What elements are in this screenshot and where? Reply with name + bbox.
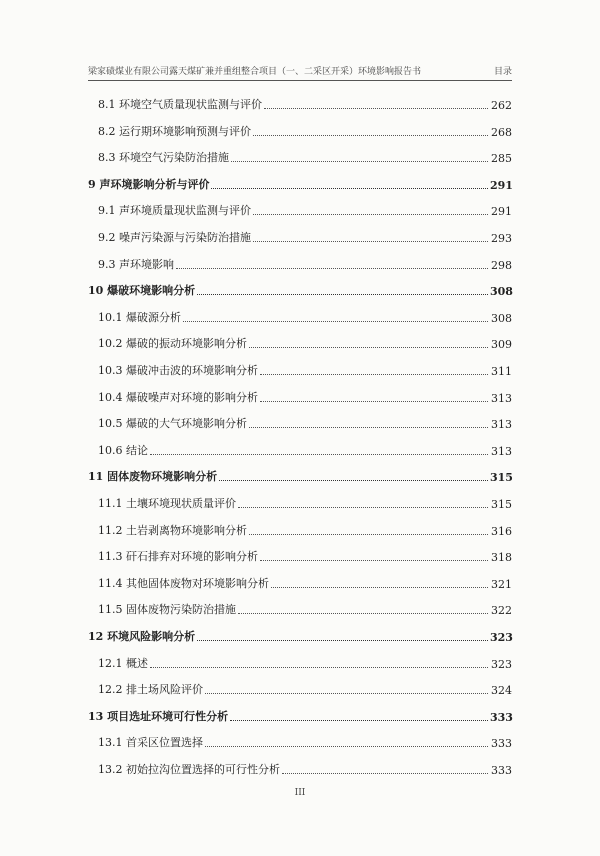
toc-chapter-entry[interactable] [0,628,600,646]
toc-entry-title: 9.2 噪声污染源与污染防治措施 [98,231,251,244]
toc-leader-dots [238,503,488,508]
toc-section-entry[interactable] [0,389,600,407]
toc-entry-page: 322 [491,604,512,618]
toc-section-entry[interactable] [0,601,600,619]
toc-entry-title: 10.3 爆破冲击波的环境影响分析 [98,364,258,377]
document-title: 梁家碛煤业有限公司露天煤矿兼并重组整合项目（一、二采区开采）环境影响报告书 [88,67,422,77]
toc-leader-dots [253,237,488,242]
toc-entry-title: 10.1 爆破源分析 [98,310,181,324]
toc-entry-title: 11 固体废物环境影响分析 [88,470,218,484]
toc-entry-title: 8.3 环境空气污染防治措施 [98,151,229,165]
toc-entry-title: 13.1 首采区位置选择 [98,736,203,750]
toc-entry-page: 298 [491,258,512,272]
section-label: 目录 [493,67,512,77]
toc-leader-dots [271,583,488,588]
toc-entry-title: 12.2 排土场风险评价 [98,683,203,697]
toc-entry-title: 10.6 结论 [98,443,148,457]
toc-leader-dots [253,131,488,136]
toc-section-entry[interactable] [0,548,600,566]
toc-entry-page: 293 [491,232,512,245]
toc-leader-dots [249,530,488,535]
toc-entry-title: 11.5 固体废物污染防治措施 [98,603,236,617]
toc-entry-title: 8.1 环境空气质量现状监测与评价 [98,98,262,111]
toc-entry-page: 268 [491,125,512,139]
toc-leader-dots [260,397,488,402]
toc-section-entry[interactable] [0,123,600,141]
toc-leader-dots [197,290,488,295]
toc-entry-title: 10.4 爆破噪声对环境的影响分析 [98,390,258,404]
toc-entry-page: 313 [491,444,512,458]
toc-entry-page: 333 [491,737,512,751]
toc-leader-dots [231,157,488,162]
toc-section-entry[interactable] [0,495,600,513]
toc-entry-title: 11.2 土岩剥离物环境影响分析 [98,523,247,537]
toc-section-entry[interactable] [0,442,600,460]
toc-leader-dots [150,450,488,455]
toc-entry-page: 323 [490,631,513,644]
toc-leader-dots [249,343,488,348]
toc-leader-dots [176,264,488,269]
toc-section-entry[interactable] [0,362,600,380]
toc-entry-page: 315 [491,498,512,511]
toc-entry-title: 9.3 声环境影响 [98,257,174,271]
toc-entry-title: 10 爆破环境影响分析 [88,284,196,298]
toc-section-entry[interactable] [0,309,600,327]
toc-entry-page: 333 [490,710,513,724]
toc-entry-page: 309 [491,338,512,352]
toc-section-entry[interactable] [0,522,600,540]
toc-entry-page: 324 [491,684,512,698]
toc-entry-title: 8.2 运行期环境影响预测与评价 [98,124,251,138]
toc-leader-dots [260,370,488,375]
toc-entry-title: 9 声环境影响分析与评价 [88,177,210,191]
toc-entry-title: 11.1 土壤环境现状质量评价 [98,497,236,510]
toc-entry-page: 323 [491,657,512,671]
toc-leader-dots [205,689,488,694]
toc-entry-title: 9.1 声环境质量现状监测与评价 [98,204,251,218]
toc-section-entry[interactable] [0,655,600,673]
toc-entry-title: 12 环境风险影响分析 [88,630,196,643]
toc-entry-title: 13.2 初始拉沟位置选择的可行性分析 [98,763,280,776]
toc-leader-dots [150,663,488,668]
toc-leader-dots [230,716,488,721]
toc-chapter-entry[interactable] [0,282,600,300]
toc-section-entry[interactable] [0,335,600,353]
toc-entry-page: 311 [491,365,512,378]
toc-entry-title: 11.4 其他固体废物对环境影响分析 [98,576,269,590]
toc-entry-page: 313 [491,418,512,432]
toc-section-entry[interactable] [0,415,600,433]
toc-leader-dots [282,769,488,774]
toc-leader-dots [253,210,488,215]
toc-section-entry[interactable] [0,202,600,220]
toc-entry-title: 10.5 爆破的大气环境影响分析 [98,417,247,431]
toc-leader-dots [260,556,488,561]
toc-entry-page: 291 [491,205,512,219]
toc-leader-dots [219,476,488,481]
page-number: III [294,788,306,798]
toc-entry-title: 13 项目选址环境可行性分析 [88,709,229,723]
toc-leader-dots [183,317,488,322]
page-header [88,62,512,81]
toc-section-entry[interactable] [0,681,600,699]
toc-entry-page: 291 [490,178,513,192]
toc-leader-dots [205,742,488,747]
toc-entry-title: 12.1 概述 [98,656,148,670]
toc-entry-page: 313 [491,391,512,405]
toc-entry-title: 10.2 爆破的振动环境影响分析 [98,337,247,351]
toc-entry-page: 262 [491,99,512,112]
toc-entry-title: 11.3 矸石排弃对环境的影响分析 [98,550,258,564]
toc-leader-dots [238,609,488,614]
toc-entry-page: 316 [491,524,512,538]
toc-leader-dots [249,423,488,428]
toc-section-entry[interactable] [0,734,600,752]
toc-chapter-entry[interactable] [0,708,600,726]
toc-leader-dots [197,636,488,641]
toc-section-entry[interactable] [0,96,600,114]
toc-entry-page: 315 [490,471,513,485]
toc-section-entry[interactable] [0,761,600,779]
toc-section-entry[interactable] [0,256,600,274]
toc-entry-page: 321 [491,577,512,591]
toc-chapter-entry[interactable] [0,176,600,194]
toc-entry-page: 318 [491,551,512,565]
toc-section-entry[interactable] [0,229,600,247]
toc-leader-dots [264,104,488,109]
toc-leader-dots [211,184,488,189]
toc-entry-page: 333 [491,764,512,777]
toc-chapter-entry[interactable] [0,468,600,486]
toc-entry-page: 308 [491,311,512,325]
toc-entry-page: 285 [491,152,512,166]
toc-section-entry[interactable] [0,149,600,167]
toc-entry-page: 308 [490,285,513,299]
toc-section-entry[interactable] [0,575,600,593]
